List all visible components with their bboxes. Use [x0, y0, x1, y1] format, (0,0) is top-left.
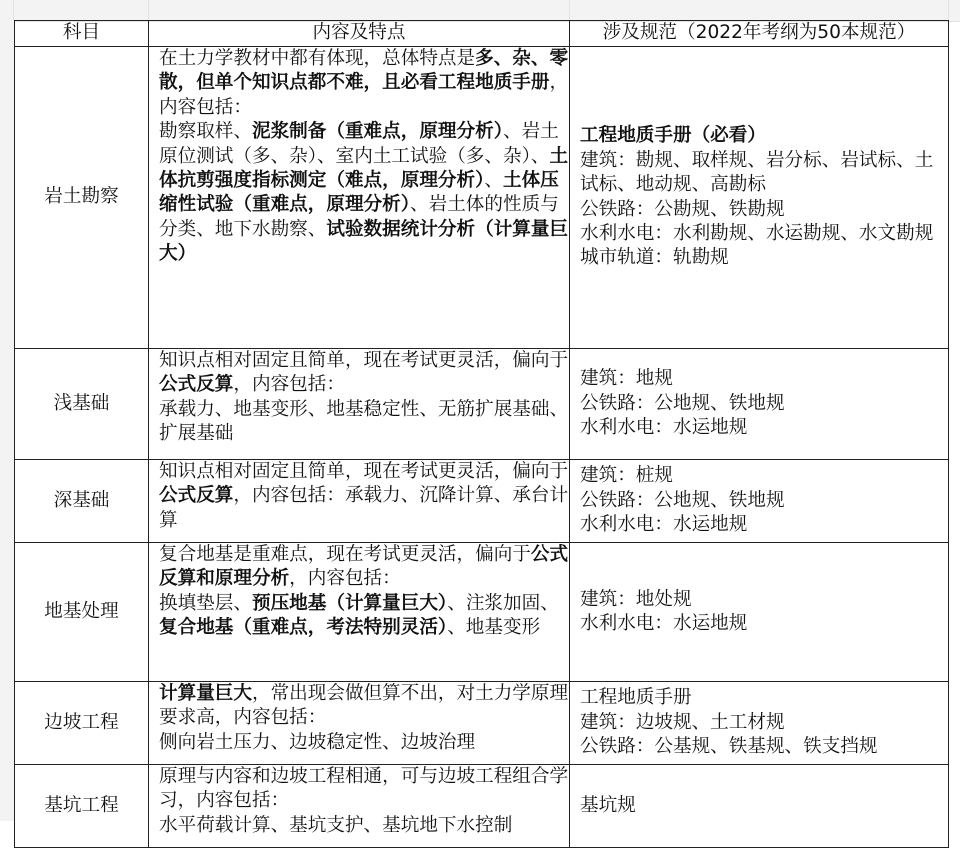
content-cell[interactable]	[149, 460, 570, 543]
code-line: 建筑：勘规、取样规、岩分标、岩试标、土试标、地动规、高勘标	[580, 149, 934, 196]
code-line: 建筑：地处规	[580, 588, 692, 610]
table-row	[15, 349, 949, 460]
emphasis-text: 复合地基（重难点，考法特别灵活）	[159, 617, 448, 639]
codes-cell[interactable]	[570, 460, 949, 543]
content-text: ，内容包括：	[159, 72, 569, 118]
content-text: 换填垫层、	[159, 592, 252, 614]
content-cell[interactable]	[149, 47, 570, 349]
code-line: 水利水电：水运地规	[580, 613, 748, 634]
subject-cell[interactable]: 基坑工程	[15, 765, 149, 848]
content-cell[interactable]	[149, 765, 570, 848]
emphasis-text: 多、杂、零散，但单个知识点都不难，且必看工程地质手册	[159, 48, 569, 94]
content-cell[interactable]	[149, 543, 570, 682]
content-text: 复合地基是重难点，现在考试更灵活，偏向于	[159, 544, 531, 565]
emphasis-text: 公式反算	[159, 485, 234, 507]
header-content[interactable]: 内容及特点	[149, 21, 570, 47]
code-line: 水利水电：水利勘规、水运勘规、水文勘规	[580, 222, 934, 244]
code-line: 公铁路：公勘规、铁勘规	[580, 198, 785, 220]
content-text: 、岩土体的性质与分类、地下水勘察、	[159, 194, 559, 240]
emphasis-text: 泥浆制备（重难点，原理分析）	[251, 121, 503, 143]
codes-cell[interactable]	[570, 349, 949, 460]
emphasis-text: 公式反算	[159, 374, 234, 396]
content-text: 知识点相对固定且简单，现在考试更灵活，偏向于	[159, 461, 569, 482]
subject-cell[interactable]: 岩土勘察	[15, 47, 149, 349]
subject-cell[interactable]: 地基处理	[15, 543, 149, 682]
content-text: ，内容包括：	[289, 568, 401, 590]
code-line: 公铁路：公地规、铁地规	[580, 489, 785, 511]
codes-cell[interactable]	[570, 682, 949, 765]
content-text: 、岩土原位测试（多、杂）、室内土工试验（多、杂）、	[159, 121, 559, 167]
emphasis-text: 计算量巨大	[159, 683, 252, 704]
content-text: 承载力、地基变形、地基稳定性、无筋扩展基础、扩展基础	[159, 398, 569, 445]
code-line: 公铁路：公地规、铁地规	[580, 392, 785, 414]
code-line: 公铁路：公基规、铁基规、铁支挡规	[580, 736, 878, 758]
table-row	[15, 765, 949, 848]
codes-cell[interactable]	[570, 765, 949, 848]
codes-cell[interactable]	[570, 543, 949, 682]
column-header-a[interactable]	[14, 0, 149, 21]
content-text: 侧向岩土压力、边坡稳定性、边坡治理	[159, 731, 476, 753]
header-subject[interactable]: 科目	[15, 21, 149, 47]
emphasis-text: 预压地基（计算量巨大）	[251, 592, 448, 614]
code-line: 水利水电：水运地规	[580, 514, 748, 536]
code-line: 建筑：桩规	[580, 465, 673, 487]
content-text: ，内容包括：承载力、沉降计算、承台计算	[159, 485, 569, 531]
code-line: 建筑：地规	[580, 368, 673, 390]
content-text: ，常出现会做但算不出，对土力学原理要求高，内容包括：	[159, 683, 569, 729]
content-text: 水平荷载计算、基坑支护、基坑地下水控制	[159, 814, 513, 836]
spreadsheet-column-header-strip	[0, 0, 960, 22]
emphasis-text: 土体抗剪强度指标测定（难点，原理分析）	[159, 145, 569, 192]
column-header-c[interactable]	[570, 0, 949, 21]
spreadsheet-row-header-strip	[0, 21, 15, 821]
emphasis-text: 试验数据统计分析（计算量巨大）	[159, 218, 569, 265]
table-row	[15, 47, 949, 349]
content-cell[interactable]	[149, 682, 570, 765]
header-codes[interactable]: 涉及规范（2022年考纲为50本规范）	[570, 21, 949, 47]
content-cell[interactable]	[149, 349, 570, 460]
column-header-b[interactable]	[149, 0, 570, 21]
code-line: 工程地质手册（必看）	[580, 125, 766, 147]
syllabus-table	[14, 20, 949, 848]
code-line: 建筑：边坡规、土工材规	[580, 711, 785, 733]
subject-cell[interactable]: 浅基础	[15, 349, 149, 460]
content-text: 在土力学教材中都有体现，总体特点是	[159, 48, 476, 69]
subject-cell[interactable]: 深基础	[15, 460, 149, 543]
content-text: 知识点相对固定且简单，现在考试更灵活，偏向于	[159, 350, 569, 371]
emphasis-text: 公式反算和原理分析	[159, 544, 569, 590]
code-line: 工程地质手册	[580, 687, 692, 709]
content-text: 勘察取样、	[159, 121, 252, 143]
content-text: ，内容包括：	[233, 374, 345, 396]
content-text: 原理与内容和边坡工程相通，可与边坡工程组合学习，内容包括：	[159, 766, 569, 812]
table-row	[15, 460, 949, 543]
subject-cell[interactable]: 边坡工程	[15, 682, 149, 765]
content-text: 、注浆加固、	[447, 592, 559, 614]
content-text: 、地基变形	[447, 617, 541, 639]
content-text: 、	[484, 170, 503, 192]
table-header-row	[15, 21, 949, 47]
code-line: 水利水电：水运地规	[580, 417, 748, 439]
codes-cell[interactable]	[570, 47, 949, 349]
corner-cell[interactable]	[0, 0, 14, 21]
table-row	[15, 682, 949, 765]
emphasis-text: 土体压缩性试验（重难点，原理分析）	[159, 170, 559, 216]
code-line: 城市轨道：轨勘规	[580, 247, 729, 269]
table-row	[15, 543, 949, 682]
code-line: 基坑规	[580, 794, 636, 816]
